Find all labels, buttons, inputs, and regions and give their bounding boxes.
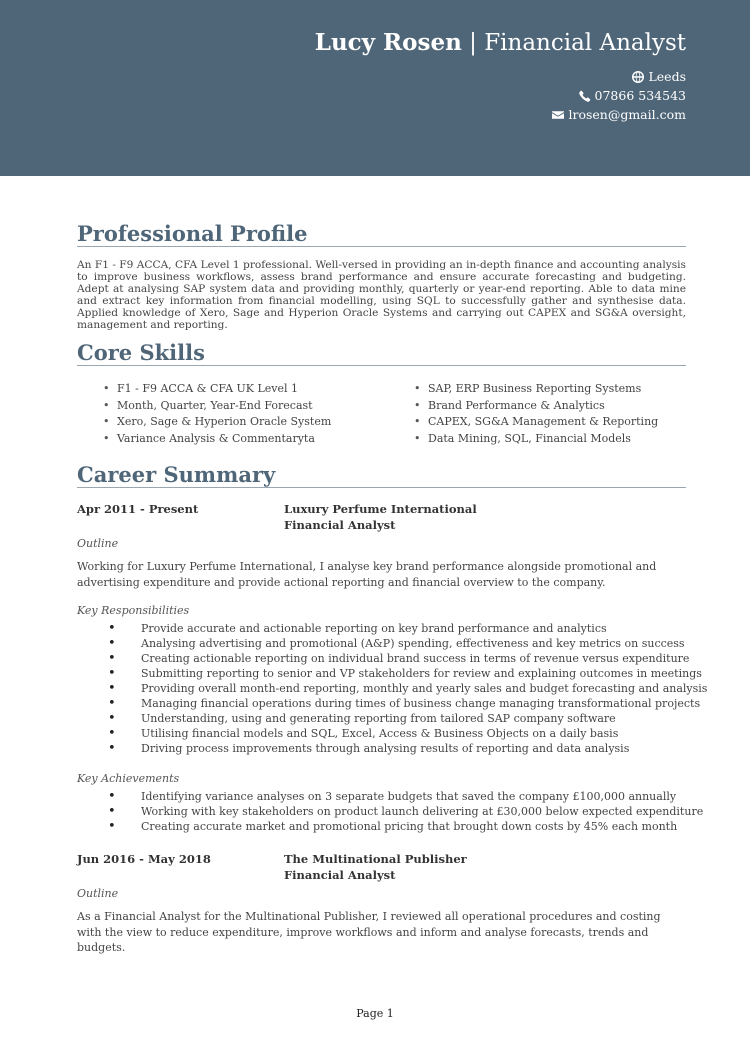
list-item: • Analysing advertising and promotional (A&P) spending, effectiveness and key metrics on success xyxy=(108,636,707,651)
location-text: Leeds xyxy=(648,69,686,84)
outline-label: Outline xyxy=(77,887,119,900)
list-item: • Utilising financial models and SQL, Excel, Access & Business Objects on a daily basis xyxy=(108,726,707,741)
list-item: • Driving process improvements through analysing results of reporting and data analysis xyxy=(108,741,707,756)
achievements-label: Key Achievements xyxy=(77,772,180,785)
skill-item: • Xero, Sage & Hyperion Oracle System xyxy=(103,414,331,431)
skill-item: • Month, Quarter, Year-End Forecast xyxy=(103,398,331,415)
resume-header xyxy=(0,0,750,176)
skill-item: • SAP, ERP Business Reporting Systems xyxy=(414,381,658,398)
skills-list-right xyxy=(414,381,658,447)
job-employer xyxy=(284,852,467,883)
contact-phone xyxy=(579,88,686,103)
phone-text: 07866 534543 xyxy=(594,88,686,103)
job-dates: Jun 2016 - May 2018 xyxy=(77,852,211,866)
profile-summary: An F1 - F9 ACCA, CFA Level 1 professional. Well-versed in providing an in-depth finance and accounting analysis to improve business workflows, assess brand performance and ensure accurate forecasting and budgeting. Adept at analysing SAP system data and providing monthly, quarterly or year-end reporting. Able to data mine and extract key information from financial modelling, using SQL to successfully gather and synthesise data. Applied knowledge of Xero, Sage and Hyperion Oracle Systems and carrying out CAPEX and SG&A oversight, management and reporting. xyxy=(77,259,686,331)
achievements-list xyxy=(108,789,703,834)
job-outline: As a Financial Analyst for the Multinational Publisher, I reviewed all operational procedures and costing with the view to reduce expenditure, improve workflows and inform and analyse forecasts, trends and budgets. xyxy=(77,910,661,954)
job-role: Financial Analyst xyxy=(284,517,396,532)
skill-item: • CAPEX, SG&A Management & Reporting xyxy=(414,414,658,431)
job-company-name: Luxury Perfume International xyxy=(284,502,477,516)
responsibilities-label: Key Responsibilities xyxy=(77,604,190,617)
email-text[interactable]: lrosen@gmail.com xyxy=(568,107,686,122)
list-item: • Working with key stakeholders on product launch delivering at £30,000 below expected expenditure xyxy=(108,804,703,819)
contact-email xyxy=(552,107,686,122)
globe-icon xyxy=(632,71,644,83)
candidate-job-title: Financial Analyst xyxy=(484,30,686,56)
skill-item: • Data Mining, SQL, Financial Models xyxy=(414,431,658,448)
page-number: Page 1 xyxy=(356,1007,394,1020)
contact-location xyxy=(632,69,686,84)
outline-label: Outline xyxy=(77,537,119,550)
list-item: • Creating accurate market and promotional pricing that brought down costs by 45% each month xyxy=(108,819,703,834)
job-role: Financial Analyst xyxy=(284,867,396,882)
name-separator: | xyxy=(469,30,477,56)
list-item: • Providing overall month-end reporting, monthly and yearly sales and budget forecasting and analysis xyxy=(108,681,707,696)
list-item: • Identifying variance analyses on 3 separate budgets that saved the company £100,000 annually xyxy=(108,789,703,804)
responsibilities-list xyxy=(108,621,707,756)
skill-item: • F1 - F9 ACCA & CFA UK Level 1 xyxy=(103,381,331,398)
envelope-icon xyxy=(552,109,564,121)
candidate-name: Lucy Rosen xyxy=(314,29,462,56)
skill-item: • Variance Analysis & Commentaryta xyxy=(103,431,331,448)
skills-list-left xyxy=(103,381,331,447)
job-company-name: The Multinational Publisher xyxy=(284,852,467,866)
list-item: • Submitting reporting to senior and VP stakeholders for review and explaining outcomes in meetings xyxy=(108,666,707,681)
section-title-skills: Core Skills xyxy=(77,341,686,366)
job-dates: Apr 2011 - Present xyxy=(77,502,199,516)
list-item: • Managing financial operations during times of business change managing transformational projects xyxy=(108,696,707,711)
list-item: • Understanding, using and generating reporting from tailored SAP company software xyxy=(108,711,707,726)
section-title-career: Career Summary xyxy=(77,463,686,488)
phone-icon xyxy=(579,90,591,102)
name-title-line xyxy=(315,29,686,56)
list-item: • Creating actionable reporting on individual brand success in terms of revenue versus expenditure xyxy=(108,651,707,666)
list-item: • Provide accurate and actionable reporting on key brand performance and analytics xyxy=(108,621,707,636)
job-outline: Working for Luxury Perfume International, I analyse key brand performance alongside promotional and advertising expenditure and provide actional reporting and financial overview to the company. xyxy=(77,560,657,589)
job-employer xyxy=(284,502,477,533)
skill-item: • Brand Performance & Analytics xyxy=(414,398,658,415)
section-title-profile: Professional Profile xyxy=(77,222,686,247)
